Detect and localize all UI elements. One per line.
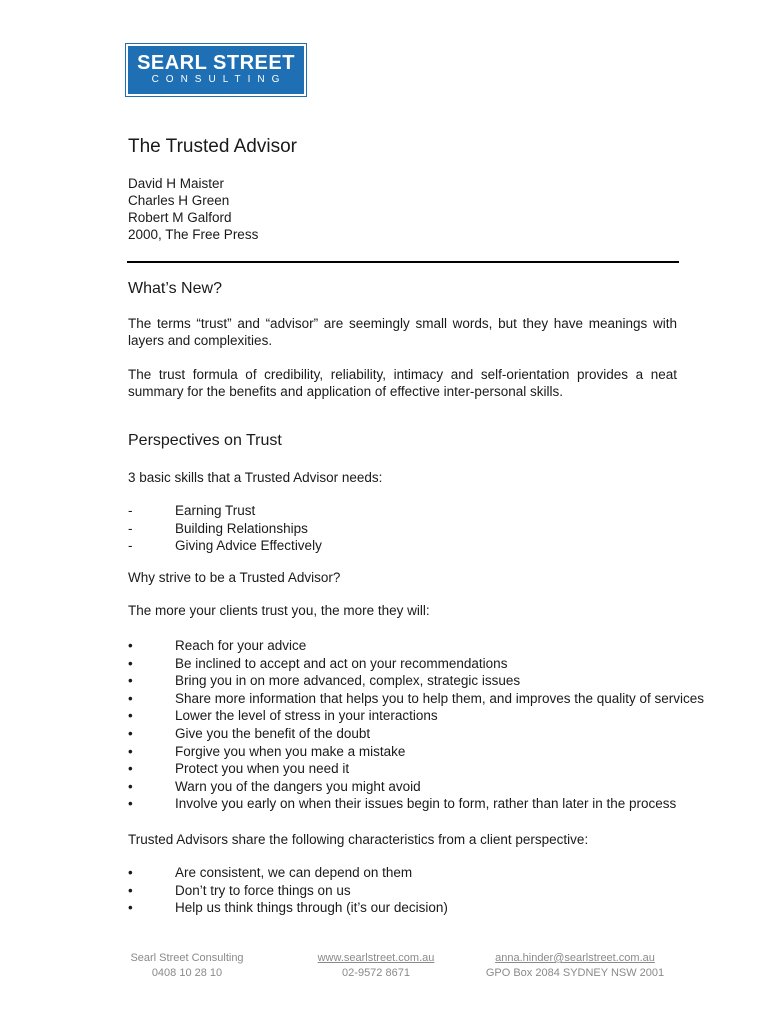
paragraph-trust-formula: The trust formula of credibility, reliability, intimacy and self-orientation provides a neat summary for the benefits and application of effective inter-personal skills. — [128, 367, 677, 399]
bullet-icon: • — [128, 900, 133, 916]
bullet-icon: • — [128, 796, 133, 812]
bullet-icon: • — [128, 655, 133, 671]
company-logo — [126, 44, 306, 96]
paragraph-characteristics-intro: Trusted Advisors share the following characteristics from a client perspective: — [128, 832, 589, 847]
footer-web-block — [314, 951, 438, 981]
paragraph-terms: The terms “trust” and “advisor” are seemingly small words, but they have meanings with layers and complexities. — [128, 316, 677, 348]
section-heading-whats-new: What’s New? — [128, 280, 222, 297]
bullet-icon: • — [128, 761, 133, 777]
divider-line — [127, 261, 679, 263]
bullet-icon: • — [128, 778, 133, 794]
dash-marker: - — [128, 538, 133, 554]
section-heading-perspectives: Perspectives on Trust — [128, 432, 282, 449]
bullet-icon: • — [128, 725, 133, 741]
bullet-icon: • — [128, 708, 133, 724]
bullet-icon: • — [128, 673, 133, 689]
dash-marker: - — [128, 503, 133, 518]
publication-info: 2000, The Free Press — [128, 227, 259, 242]
book-details — [128, 175, 258, 243]
paragraph-why: Why strive to be a Trusted Advisor? — [128, 570, 341, 585]
document-title: The Trusted Advisor — [128, 136, 297, 157]
footer-email-link[interactable]: anna.hinder@searlstreet.com.au — [495, 952, 655, 964]
author-3: Robert M Galford — [128, 210, 232, 225]
footer-website-link[interactable]: www.searlstreet.com.au — [317, 952, 435, 964]
footer-company-block — [128, 951, 246, 981]
bullet-icon: • — [128, 865, 133, 880]
bullet-icon: • — [128, 882, 133, 898]
footer-phone-mobile: 0408 10 28 10 — [151, 967, 223, 979]
footer-company: Searl Street Consulting — [130, 952, 244, 964]
footer-phone-office: 02-9572 8671 — [342, 967, 410, 979]
bullet-icon: • — [128, 638, 133, 653]
author-2: Charles H Green — [128, 193, 230, 208]
dash-marker: - — [128, 520, 133, 536]
paragraph-more-intro: The more your clients trust you, the more they will: — [128, 603, 430, 618]
footer-address: GPO Box 2084 SYDNEY NSW 2001 — [485, 967, 665, 979]
logo-sub-text: CONSULTING — [151, 74, 287, 85]
paragraph-skills-intro: 3 basic skills that a Trusted Advisor needs: — [128, 470, 383, 485]
author-1: David H Maister — [128, 176, 225, 191]
footer-contact-block — [482, 951, 668, 981]
bullet-icon: • — [128, 690, 133, 706]
bullet-icon: • — [128, 743, 133, 759]
logo-main-text: SEARL STREET — [137, 52, 295, 74]
